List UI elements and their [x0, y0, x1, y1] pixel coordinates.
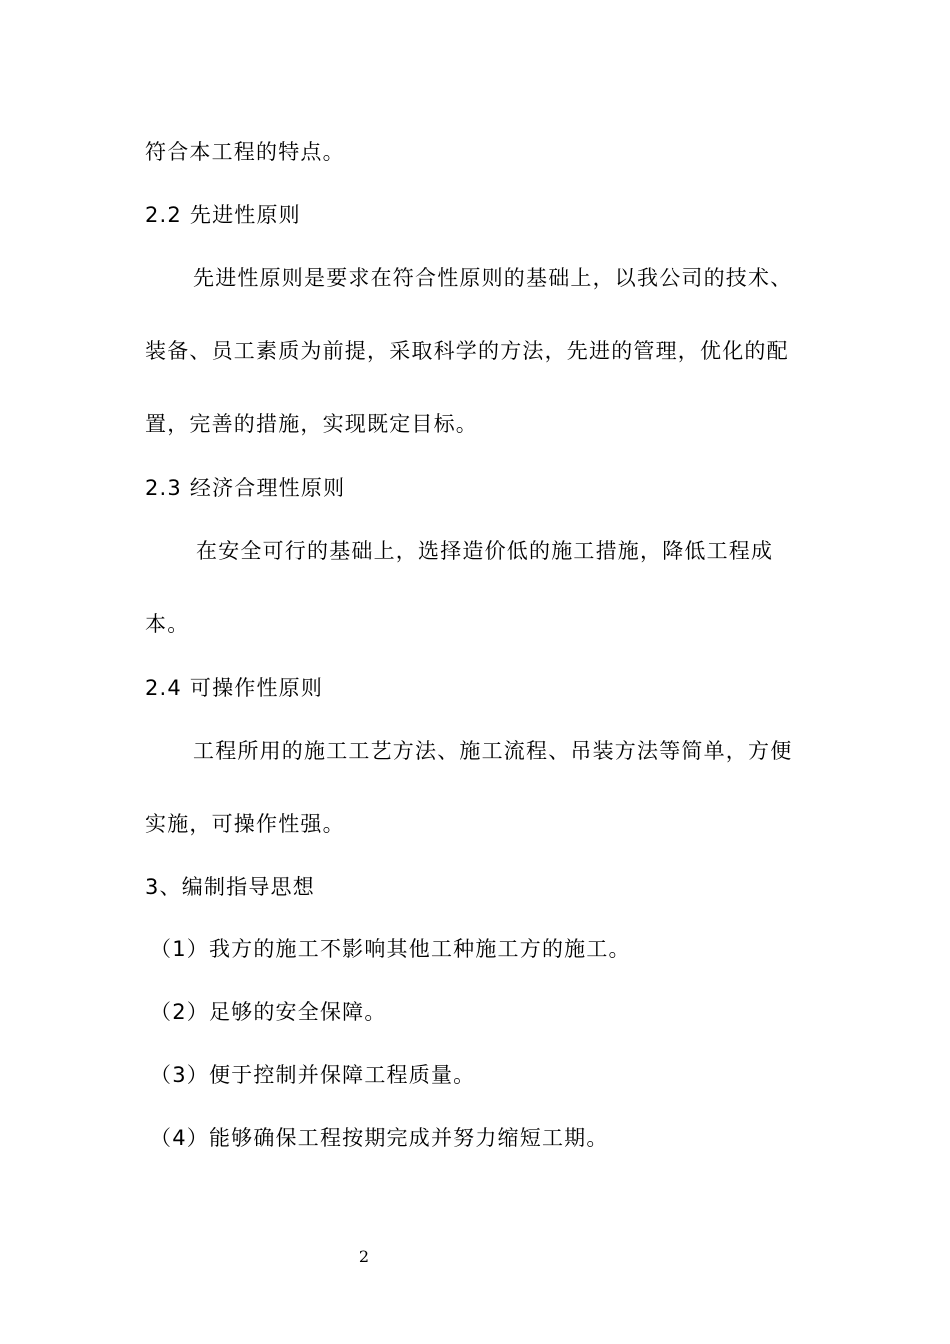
section-heading: 2.2 先进性原则 — [145, 203, 301, 227]
list-item: （4）能够确保工程按期完成并努力缩短工期。 — [150, 1126, 609, 1150]
section-heading: 2.3 经济合理性原则 — [145, 476, 346, 500]
list-item: （3）便于控制并保障工程质量。 — [150, 1063, 476, 1087]
section-heading: 2.4 可操作性原则 — [145, 676, 324, 700]
paragraph-line: 实施，可操作性强。 — [145, 812, 345, 836]
paragraph-line: 先进性原则是要求在符合性原则的基础上，以我公司的技术、 — [193, 266, 793, 290]
page-number: 2 — [358, 1247, 370, 1266]
list-item: （2）足够的安全保障。 — [150, 1000, 387, 1024]
paragraph-line: 置，完善的措施，实现既定目标。 — [145, 412, 478, 436]
section-heading: 3、编制指导思想 — [145, 875, 315, 899]
paragraph-line: 符合本工程的特点。 — [145, 140, 345, 164]
paragraph-line: 本。 — [145, 612, 190, 636]
paragraph-line: 在安全可行的基础上，选择造价低的施工措施，降低工程成 — [196, 539, 774, 563]
paragraph-line: 装备、员工素质为前提，采取科学的方法，先进的管理，优化的配 — [145, 339, 789, 363]
list-item: （1）我方的施工不影响其他工种施工方的施工。 — [150, 937, 631, 961]
paragraph-line: 工程所用的施工工艺方法、施工流程、吊装方法等简单，方便 — [193, 739, 793, 763]
